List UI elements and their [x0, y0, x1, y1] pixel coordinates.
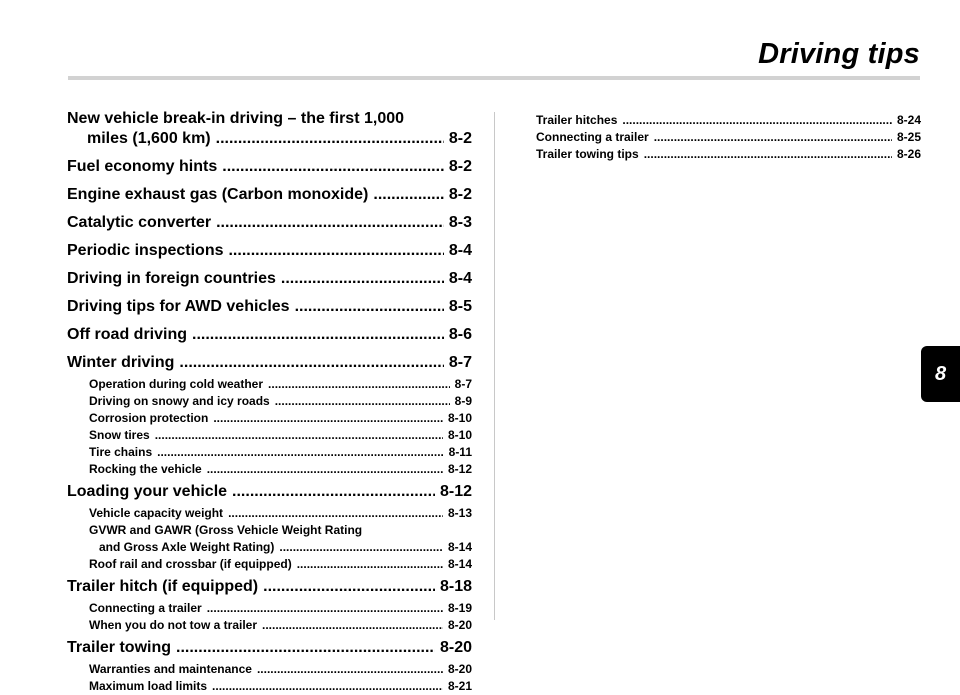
toc-entry-page: 8-7: [454, 377, 472, 391]
toc-entry[interactable]: [67, 297, 472, 317]
dot-leader: [373, 185, 444, 205]
toc-entry[interactable]: [67, 638, 472, 658]
toc-entry-title: Warranties and maintenance: [89, 662, 252, 676]
toc-entry-page: 8-12: [439, 483, 472, 500]
dot-leader: [213, 410, 443, 427]
dot-leader: [279, 539, 443, 556]
toc-entry-title: GVWR and GAWR (Gross Vehicle Weight Rating: [89, 523, 363, 537]
header-rule: [68, 76, 920, 80]
toc-entry[interactable]: [67, 556, 472, 573]
toc-entry-page: 8-21: [447, 679, 472, 693]
toc-entry-title: Trailer towing tips: [536, 147, 639, 161]
toc-entry-title: Driving tips for AWD vehicles: [67, 298, 290, 315]
toc-entry-title: When you do not tow a trailer: [89, 618, 257, 632]
toc-entry[interactable]: [67, 393, 472, 410]
toc-entry[interactable]: [536, 112, 921, 129]
toc-entry-title: Off road driving: [67, 326, 187, 343]
toc-entry-title: Operation during cold weather: [89, 377, 264, 391]
toc-entry-page: 8-3: [448, 214, 472, 231]
toc-entry[interactable]: [67, 410, 472, 427]
dot-leader: [216, 213, 444, 233]
dot-leader: [212, 678, 443, 695]
toc-entry-page: 8-6: [448, 326, 472, 343]
toc-entry[interactable]: [67, 617, 472, 634]
toc-entry[interactable]: [67, 353, 472, 373]
toc-entry[interactable]: [67, 522, 472, 556]
toc-entry[interactable]: [67, 325, 472, 345]
toc-entry-page: 8-10: [447, 428, 472, 442]
toc-entry-page: 8-2: [448, 158, 472, 175]
toc-entry-page: 8-14: [447, 540, 472, 554]
toc-entry[interactable]: [67, 109, 472, 149]
dot-leader: [216, 129, 444, 149]
toc-entry-page: 8-11: [448, 445, 472, 459]
toc-entry-title: and Gross Axle Weight Rating): [99, 540, 275, 554]
toc-entry-page: 8-18: [439, 578, 472, 595]
toc-entry-title: Roof rail and crossbar (if equipped): [89, 557, 292, 571]
toc-entry[interactable]: [67, 482, 472, 502]
toc-entry-title: Driving in foreign countries: [67, 270, 276, 287]
toc-entry-title: Periodic inspections: [67, 242, 224, 259]
dot-leader: [297, 556, 443, 573]
toc-entry[interactable]: [67, 600, 472, 617]
toc-entry-page: 8-5: [448, 298, 472, 315]
toc-left-column: [67, 109, 472, 695]
toc-entry[interactable]: [67, 577, 472, 597]
dot-leader: [654, 129, 892, 146]
toc-entry-page: 8-7: [448, 354, 472, 371]
toc-entry-page: 8-10: [447, 411, 472, 425]
dot-leader: [232, 482, 435, 502]
toc-entry-title: New vehicle break-in driving – the first 1,000: [67, 110, 405, 127]
dot-leader: [207, 600, 443, 617]
toc-entry-title: Tire chains: [89, 445, 153, 459]
dot-leader: [263, 577, 435, 597]
toc-entry-title: Trailer hitches: [536, 113, 618, 127]
toc-entry[interactable]: [536, 146, 921, 163]
toc-entry-page: 8-20: [447, 662, 472, 676]
toc-entry-page: 8-19: [447, 601, 472, 615]
dot-leader: [179, 353, 443, 373]
toc-entry-page: 8-12: [447, 462, 472, 476]
dot-leader: [262, 617, 443, 634]
toc-entry-title: Catalytic converter: [67, 214, 212, 231]
toc-entry[interactable]: [67, 427, 472, 444]
dot-leader: [644, 146, 892, 163]
toc-entry-title: miles (1,600 km): [87, 130, 211, 147]
dot-leader: [222, 157, 444, 177]
toc-entry-page: 8-4: [448, 270, 472, 287]
toc-entry-page: 8-20: [439, 639, 472, 656]
toc-entry[interactable]: [67, 376, 472, 393]
toc-entry-title: Maximum load limits: [89, 679, 208, 693]
toc-entry-page: 8-4: [448, 242, 472, 259]
toc-entry-title: Corrosion protection: [89, 411, 209, 425]
dot-leader: [257, 661, 443, 678]
dot-leader: [207, 461, 443, 478]
toc-entry[interactable]: [67, 461, 472, 478]
toc-entry-page: 8-2: [448, 186, 472, 203]
column-divider: [494, 112, 495, 620]
dot-leader: [176, 638, 435, 658]
toc-entry-page: 8-9: [454, 394, 472, 408]
toc-entry-page: 8-25: [896, 130, 921, 144]
toc-entry[interactable]: [67, 269, 472, 289]
toc-entry[interactable]: [67, 444, 472, 461]
toc-entry-title: Vehicle capacity weight: [89, 506, 224, 520]
toc-entry[interactable]: [536, 129, 921, 146]
toc-entry[interactable]: [67, 505, 472, 522]
dot-leader: [228, 241, 443, 261]
dot-leader: [281, 269, 444, 289]
page-title: Driving tips: [758, 38, 920, 70]
toc-entry-page: 8-14: [447, 557, 472, 571]
dot-leader: [622, 112, 892, 129]
toc-entry-title: Loading your vehicle: [67, 483, 228, 500]
toc-entry-title: Trailer towing: [67, 639, 172, 656]
toc-entry[interactable]: [67, 241, 472, 261]
chapter-tab[interactable]: 8: [921, 346, 960, 402]
dot-leader: [295, 297, 444, 317]
dot-leader: [275, 393, 450, 410]
dot-leader: [157, 444, 444, 461]
toc-entry-page: 8-20: [447, 618, 472, 632]
toc-entry-title: Fuel economy hints: [67, 158, 218, 175]
toc-entry-title: Engine exhaust gas (Carbon monoxide): [67, 186, 369, 203]
toc-right-column: [536, 112, 921, 163]
toc-entry-title: Connecting a trailer: [536, 130, 649, 144]
toc-entry[interactable]: [67, 157, 472, 177]
toc-entry[interactable]: [67, 661, 472, 678]
toc-entry[interactable]: [67, 185, 472, 205]
toc-entry-title: Rocking the vehicle: [89, 462, 202, 476]
dot-leader: [228, 505, 443, 522]
toc-entry[interactable]: [67, 678, 472, 695]
toc-entry-title: Driving on snowy and icy roads: [89, 394, 270, 408]
toc-entry-title: Trailer hitch (if equipped): [67, 578, 259, 595]
dot-leader: [155, 427, 443, 444]
dot-leader: [268, 376, 450, 393]
toc-entry-page: 8-26: [896, 147, 921, 161]
toc-entry-page: 8-24: [896, 113, 921, 127]
toc-entry-title: Snow tires: [89, 428, 150, 442]
dot-leader: [192, 325, 444, 345]
toc-entry-title: Winter driving: [67, 354, 175, 371]
toc-entry[interactable]: [67, 213, 472, 233]
toc-entry-title: Connecting a trailer: [89, 601, 202, 615]
toc-entry-page: 8-13: [447, 506, 472, 520]
toc-entry-page: 8-2: [448, 130, 472, 147]
